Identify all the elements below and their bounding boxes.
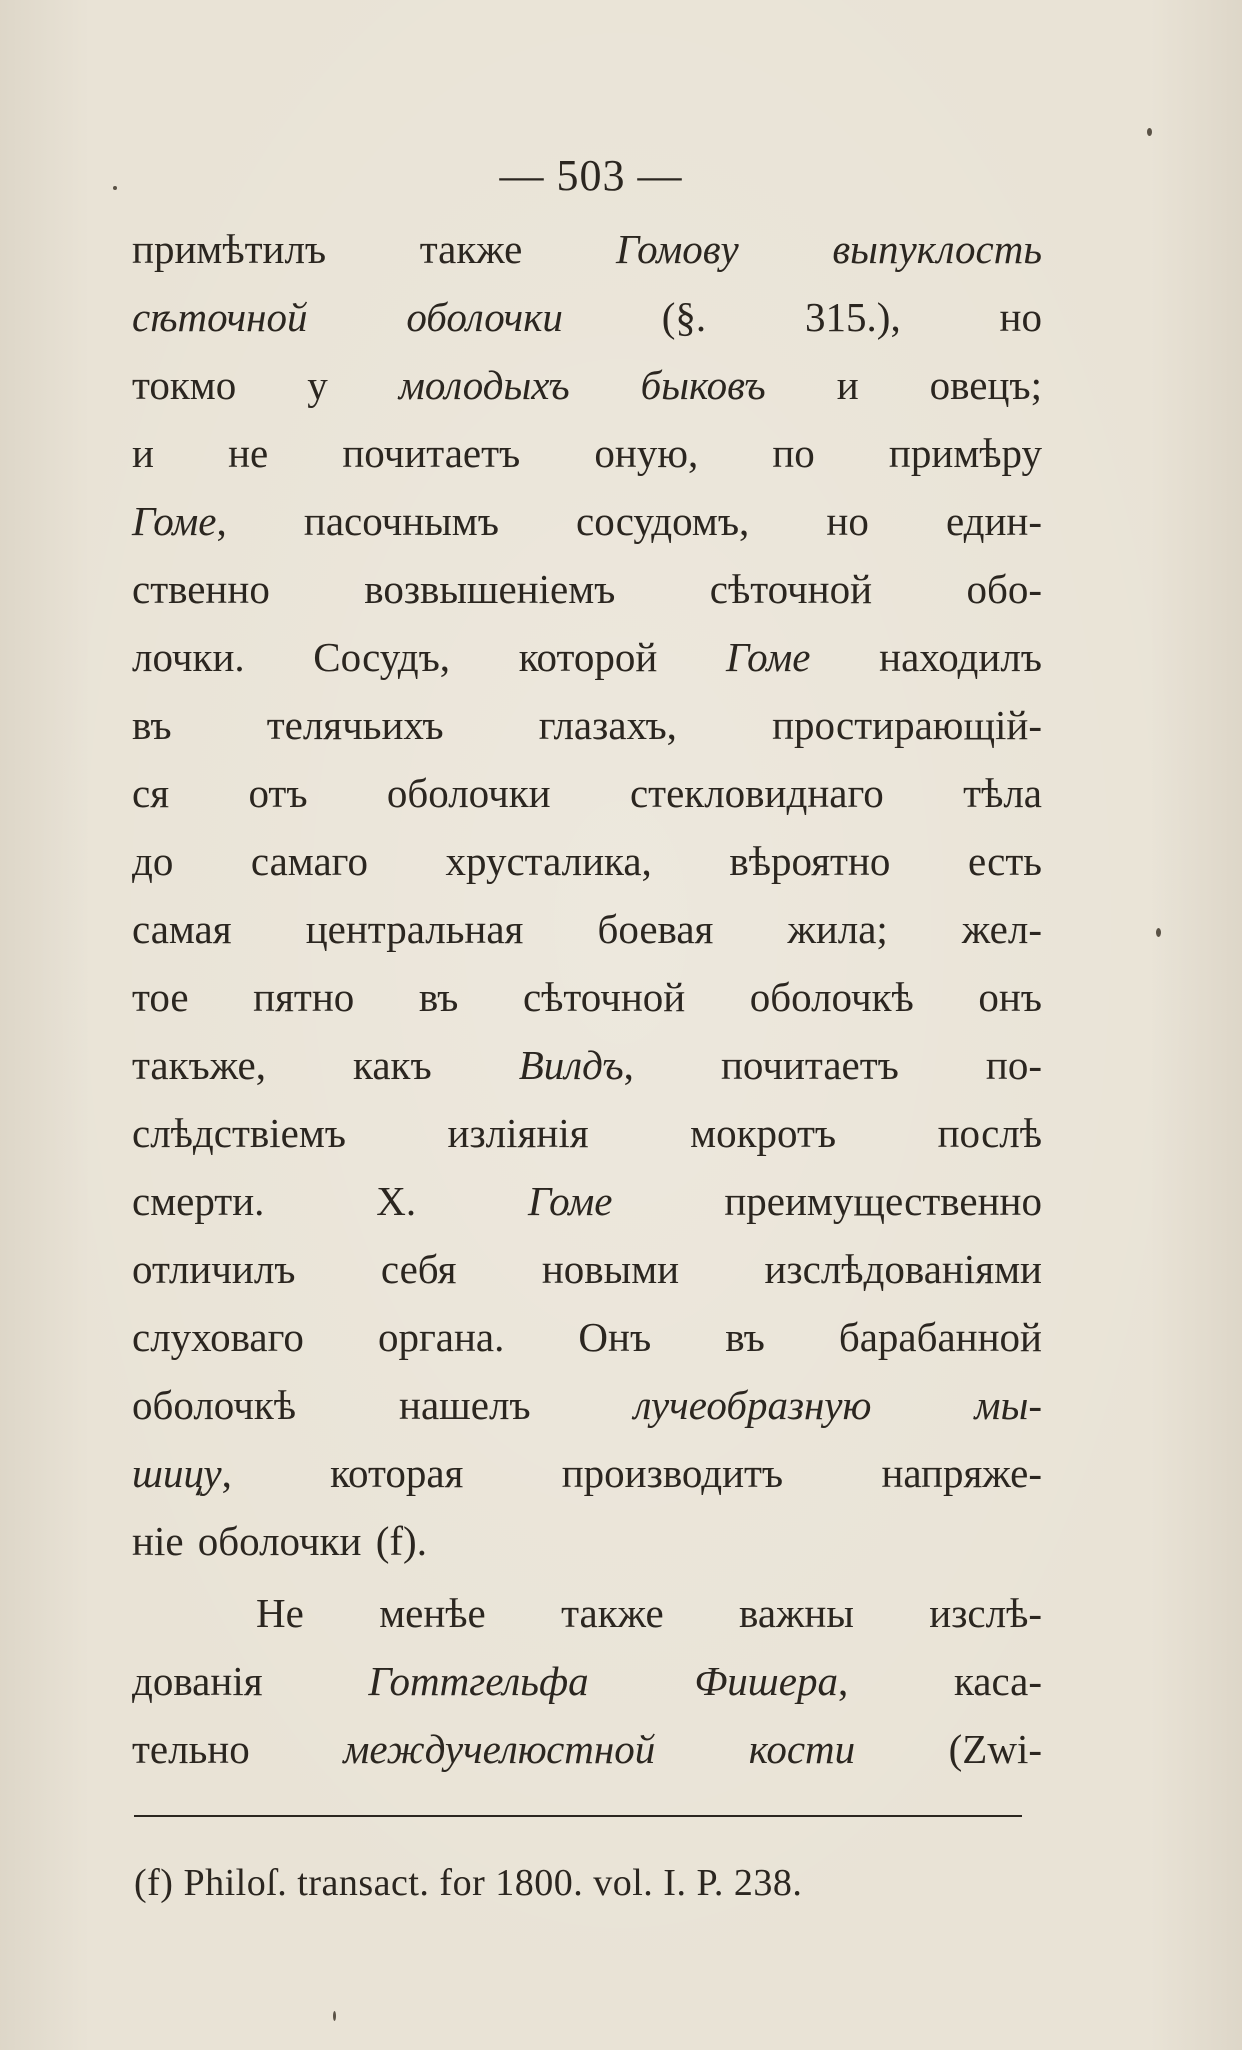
text-run: слуховаго органа. Онъ въ барабанной <box>132 1314 1042 1360</box>
text-line-19 <box>132 1439 1042 1507</box>
text-line-10 <box>132 827 1042 895</box>
page-number: — 503 — <box>499 151 683 200</box>
text-line-22 <box>132 1647 1042 1715</box>
text-line-9 <box>132 759 1042 827</box>
text-line-15 <box>132 1167 1042 1235</box>
text-line-23 <box>132 1715 1042 1783</box>
text-line-3 <box>132 351 1042 419</box>
text-line-11 <box>132 895 1042 963</box>
text-run: находилъ <box>810 634 1042 680</box>
text-line-13 <box>132 1031 1042 1099</box>
text-run: (Zwi- <box>855 1726 1043 1772</box>
italic-run: молодыхъ быковъ <box>398 362 766 408</box>
text-run: Не менѣе также важны изслѣ- <box>256 1590 1042 1636</box>
text-run: , которая производитъ напряже- <box>221 1450 1042 1496</box>
text-run: ственно возвышеніемъ сѣточной обо- <box>132 566 1042 612</box>
text-run: въ телячьихъ глазахъ, простирающій- <box>132 702 1042 748</box>
text-run: ся отъ оболочки стекловиднаго тѣла <box>132 770 1042 816</box>
text-run: примѣтилъ также <box>132 226 616 272</box>
text-run: , пасочнымъ сосудомъ, но един- <box>216 498 1042 544</box>
text-run: дованія <box>132 1658 369 1704</box>
italic-run: сѣточной оболочки <box>132 294 563 340</box>
italic-run: Гоме <box>527 1178 613 1224</box>
text-run: отличилъ себя новыми изслѣдованіями <box>132 1246 1042 1292</box>
text-run: самая центральная боевая жила; жел- <box>132 906 1042 952</box>
text-run: смерти. Х. <box>132 1178 528 1224</box>
text-run: токмо у <box>132 362 399 408</box>
paper-speck <box>1147 128 1152 136</box>
italic-run: лучеобразную мы- <box>633 1382 1042 1428</box>
italic-run: Вилдъ <box>518 1042 624 1088</box>
text-run: оболочкѣ нашелъ <box>132 1382 634 1428</box>
text-run: до самаго хрусталика, вѣроятно есть <box>132 838 1042 884</box>
text-run: лочки. Сосудъ, которой <box>132 634 726 680</box>
text-run: тельно <box>132 1726 344 1772</box>
italic-run: Готтгельфа Фишера <box>368 1658 838 1704</box>
italic-run: Гомову выпуклость <box>615 226 1042 272</box>
text-run: (§. 315.), но <box>562 294 1042 340</box>
text-run: и не почитаетъ оную, по примѣру <box>132 430 1042 476</box>
italic-run: шицу <box>132 1450 222 1496</box>
text-line-12 <box>132 963 1042 1031</box>
italic-run: Гоме <box>132 498 217 544</box>
paper-speck <box>1156 928 1161 937</box>
text-line-7 <box>132 623 1042 691</box>
text-run: ніе оболочки (f). <box>132 1518 427 1564</box>
paper-speck <box>333 2011 336 2021</box>
footnote: (f) Philoſ. transact. for 1800. vol. I. P. 238. <box>134 1862 803 1904</box>
text-line-18 <box>132 1371 1042 1439</box>
text-line-21 <box>132 1579 1042 1647</box>
paper-speck <box>113 186 117 190</box>
text-line-4 <box>132 419 1042 487</box>
italic-run: междучелюстной кости <box>343 1726 856 1772</box>
text-line-16 <box>132 1235 1042 1303</box>
text-line-2 <box>132 283 1042 351</box>
text-line-1 <box>132 215 1042 283</box>
body-text <box>132 215 1042 1783</box>
text-run: слѣдствіемъ изліянія мокротъ послѣ <box>132 1110 1042 1156</box>
text-line-6 <box>132 555 1042 623</box>
text-run: , каса- <box>837 1658 1043 1704</box>
text-run: и овецъ; <box>765 362 1042 408</box>
text-line-5 <box>132 487 1042 555</box>
text-line-14 <box>132 1099 1042 1167</box>
text-run: тое пятно въ сѣточной оболочкѣ онъ <box>132 974 1042 1020</box>
footnote-divider <box>134 1815 1022 1817</box>
text-run: , почитаетъ по- <box>623 1042 1042 1088</box>
italic-run: Гоме <box>725 634 811 680</box>
text-line-20 <box>132 1507 1042 1575</box>
text-line-17 <box>132 1303 1042 1371</box>
text-run: преимущественно <box>612 1178 1042 1224</box>
text-run: такъже, какъ <box>132 1042 519 1088</box>
text-line-8 <box>132 691 1042 759</box>
